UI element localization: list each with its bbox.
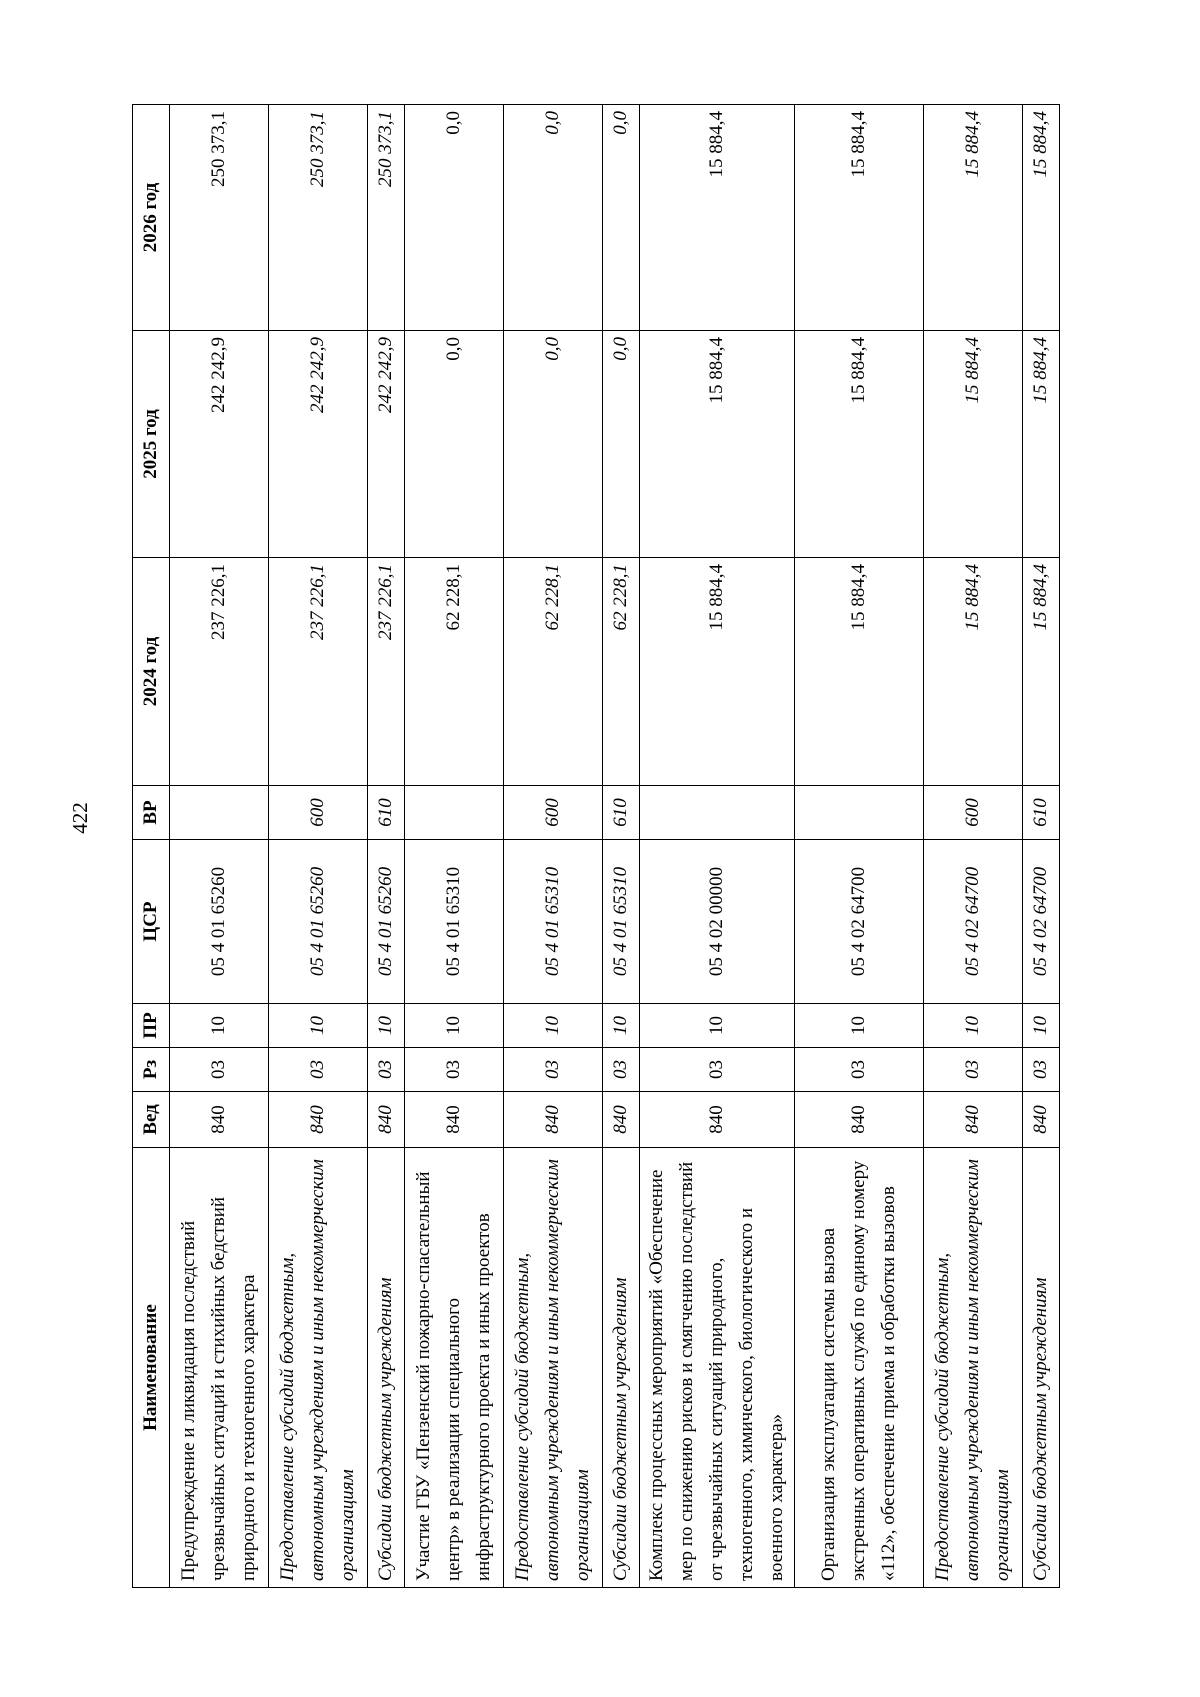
cell-2025: 0,0 xyxy=(405,331,504,558)
cell-vr: 610 xyxy=(603,786,640,840)
cell-2024: 237 226,1 xyxy=(368,558,405,786)
cell-pr: 10 xyxy=(603,1004,640,1048)
cell-pr: 10 xyxy=(170,1004,269,1048)
cell-2024: 237 226,1 xyxy=(170,558,269,786)
cell-2026: 15 884,4 xyxy=(795,105,924,331)
table-row xyxy=(405,105,504,1588)
cell-name: Предоставление субсидий бюджетным, автономным учреждениям и иным некоммерческим организациям xyxy=(504,1148,603,1588)
cell-csr: 05 4 01 65260 xyxy=(170,840,269,1004)
cell-rz: 03 xyxy=(795,1048,924,1092)
cell-vr xyxy=(170,786,269,840)
header-vr: ВР xyxy=(133,786,170,840)
header-name: Наименование xyxy=(133,1148,170,1588)
cell-2025: 0,0 xyxy=(504,331,603,558)
table-row xyxy=(603,105,640,1588)
cell-name: Предоставление субсидий бюджетным, автономным учреждениям и иным некоммерческим организациям xyxy=(269,1148,368,1588)
cell-csr: 05 4 01 65310 xyxy=(405,840,504,1004)
cell-ved: 840 xyxy=(603,1092,640,1148)
table-row xyxy=(1023,105,1060,1588)
cell-ved: 840 xyxy=(269,1092,368,1148)
table-header-row xyxy=(133,105,170,1588)
cell-pr: 10 xyxy=(504,1004,603,1048)
cell-2024: 15 884,4 xyxy=(640,558,795,786)
cell-csr: 05 4 02 64700 xyxy=(1023,840,1060,1004)
cell-vr: 610 xyxy=(368,786,405,840)
cell-csr: 05 4 02 64700 xyxy=(924,840,1023,1004)
table-row xyxy=(170,105,269,1588)
cell-csr: 05 4 02 64700 xyxy=(795,840,924,1004)
cell-name: Предупреждение и ликвидация последствий чрезвычайных ситуаций и стихийных бедствий природного и техногенного характера xyxy=(170,1148,269,1588)
table-row xyxy=(504,105,603,1588)
cell-2025: 242 242,9 xyxy=(269,331,368,558)
cell-2025: 242 242,9 xyxy=(368,331,405,558)
cell-2024: 62 228,1 xyxy=(603,558,640,786)
cell-2026: 0,0 xyxy=(603,105,640,331)
cell-2024: 62 228,1 xyxy=(405,558,504,786)
cell-name: Участие ГБУ «Пензенский пожарно-спасательный центр» в реализации специального инфраструктурного проекта и иных проектов xyxy=(405,1148,504,1588)
cell-ved: 840 xyxy=(795,1092,924,1148)
cell-rz: 03 xyxy=(269,1048,368,1092)
cell-ved: 840 xyxy=(504,1092,603,1148)
cell-2026: 15 884,4 xyxy=(924,105,1023,331)
cell-name: Субсидии бюджетным учреждениям xyxy=(1023,1148,1060,1588)
cell-2025: 242 242,9 xyxy=(170,331,269,558)
cell-2024: 62 228,1 xyxy=(504,558,603,786)
cell-2025: 15 884,4 xyxy=(1023,331,1060,558)
cell-rz: 03 xyxy=(504,1048,603,1092)
cell-2026: 250 373,1 xyxy=(170,105,269,331)
cell-rz: 03 xyxy=(368,1048,405,1092)
cell-rz: 03 xyxy=(924,1048,1023,1092)
cell-ved: 840 xyxy=(405,1092,504,1148)
cell-2024: 15 884,4 xyxy=(1023,558,1060,786)
cell-pr: 10 xyxy=(269,1004,368,1048)
cell-csr: 05 4 01 65260 xyxy=(269,840,368,1004)
cell-2026: 15 884,4 xyxy=(640,105,795,331)
cell-2024: 15 884,4 xyxy=(795,558,924,786)
cell-2026: 0,0 xyxy=(405,105,504,331)
cell-vr: 600 xyxy=(924,786,1023,840)
cell-ved: 840 xyxy=(368,1092,405,1148)
cell-vr xyxy=(405,786,504,840)
cell-2025: 15 884,4 xyxy=(640,331,795,558)
cell-pr: 10 xyxy=(640,1004,795,1048)
cell-pr: 10 xyxy=(924,1004,1023,1048)
cell-csr: 05 4 02 00000 xyxy=(640,840,795,1004)
table-row xyxy=(795,105,924,1588)
header-2025: 2025 год xyxy=(133,331,170,558)
cell-ved: 840 xyxy=(1023,1092,1060,1148)
table-row xyxy=(924,105,1023,1588)
cell-vr xyxy=(640,786,795,840)
table-row xyxy=(368,105,405,1588)
cell-name: Субсидии бюджетным учреждениям xyxy=(368,1148,405,1588)
cell-csr: 05 4 01 65310 xyxy=(603,840,640,1004)
cell-vr: 600 xyxy=(504,786,603,840)
cell-ved: 840 xyxy=(924,1092,1023,1148)
cell-2024: 15 884,4 xyxy=(924,558,1023,786)
cell-2025: 15 884,4 xyxy=(924,331,1023,558)
header-pr: ПР xyxy=(133,1004,170,1048)
cell-2026: 250 373,1 xyxy=(269,105,368,331)
cell-rz: 03 xyxy=(603,1048,640,1092)
budget-table xyxy=(132,104,1060,1588)
cell-vr: 600 xyxy=(269,786,368,840)
cell-vr: 610 xyxy=(1023,786,1060,840)
cell-rz: 03 xyxy=(170,1048,269,1092)
cell-ved: 840 xyxy=(640,1092,795,1148)
cell-pr: 10 xyxy=(368,1004,405,1048)
cell-2025: 15 884,4 xyxy=(795,331,924,558)
cell-vr xyxy=(795,786,924,840)
cell-name: Предоставление субсидий бюджетным, автономным учреждениям и иным некоммерческим организациям xyxy=(924,1148,1023,1588)
cell-csr: 05 4 01 65310 xyxy=(504,840,603,1004)
cell-ved: 840 xyxy=(170,1092,269,1148)
header-2024: 2024 год xyxy=(133,558,170,786)
header-rz: Рз xyxy=(133,1048,170,1092)
cell-pr: 10 xyxy=(795,1004,924,1048)
cell-pr: 10 xyxy=(405,1004,504,1048)
header-csr: ЦСР xyxy=(133,840,170,1004)
header-ved: Вед xyxy=(133,1092,170,1148)
cell-name: Субсидии бюджетным учреждениям xyxy=(603,1148,640,1588)
cell-2025: 0,0 xyxy=(603,331,640,558)
table-row xyxy=(640,105,795,1588)
cell-2026: 250 373,1 xyxy=(368,105,405,331)
cell-name: Организация эксплуатации системы вызова экстренных оперативных служб по единому номеру «112», обеспечение приема и обработки вызовов xyxy=(795,1148,924,1588)
cell-2024: 237 226,1 xyxy=(269,558,368,786)
cell-rz: 03 xyxy=(1023,1048,1060,1092)
table-row xyxy=(269,105,368,1588)
page-number: 422 xyxy=(68,802,92,834)
header-2026: 2026 год xyxy=(133,105,170,331)
cell-rz: 03 xyxy=(405,1048,504,1092)
cell-2026: 15 884,4 xyxy=(1023,105,1060,331)
cell-pr: 10 xyxy=(1023,1004,1060,1048)
cell-name: Комплекс процессных мероприятий «Обеспечение мер по снижению рисков и смягчению последствий от чрезвычайных ситуаций природного, техногенного, химического, биологического и военного характера» xyxy=(640,1148,795,1588)
cell-2026: 0,0 xyxy=(504,105,603,331)
rotated-table-wrapper xyxy=(132,105,1051,1588)
cell-rz: 03 xyxy=(640,1048,795,1092)
cell-csr: 05 4 01 65260 xyxy=(368,840,405,1004)
